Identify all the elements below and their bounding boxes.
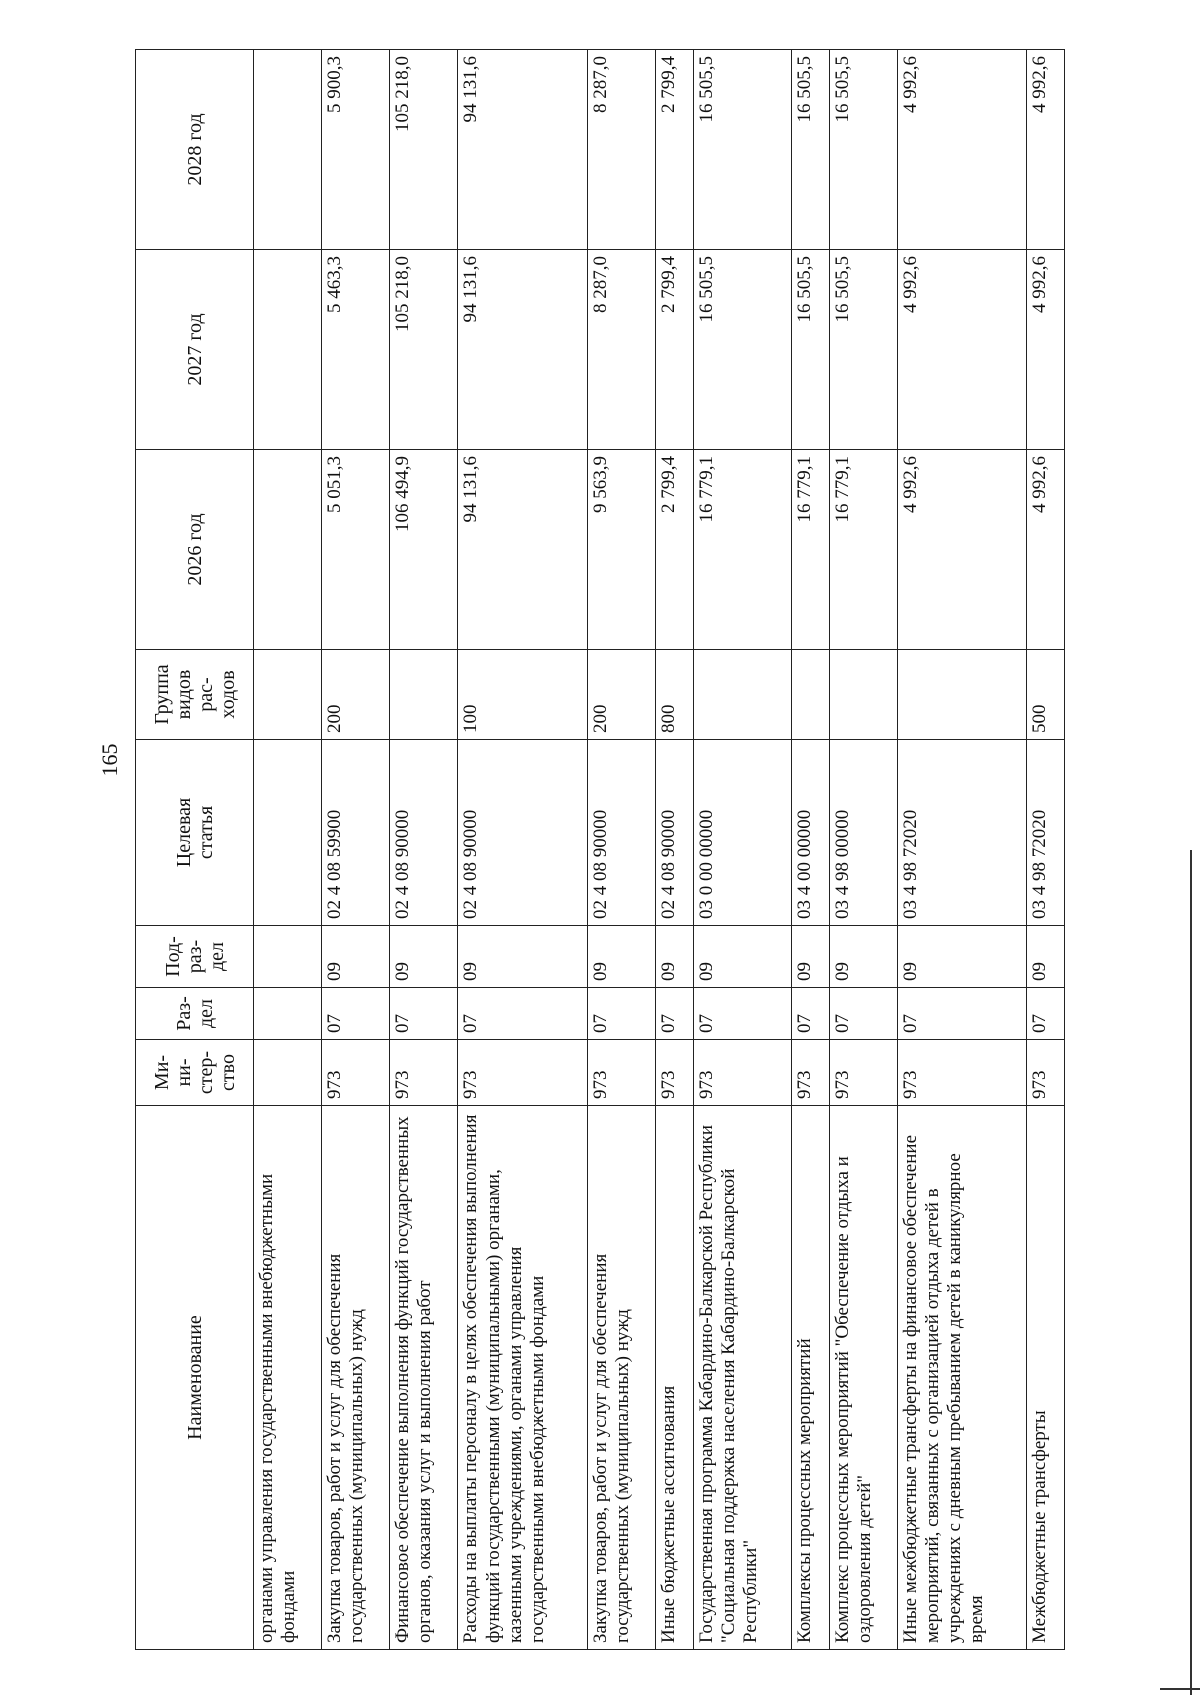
cell-target: 02 4 08 90000 [458, 740, 587, 926]
cell-2026: 16 779,1 [829, 450, 897, 650]
cell-target: 03 4 98 72020 [1027, 740, 1065, 926]
cell-target: 03 4 98 00000 [829, 740, 897, 926]
cell-target: 03 4 98 72020 [898, 740, 1027, 926]
cell-name: органами управления государственными внебюджетными фондами [254, 1106, 322, 1650]
cell-2027: 94 131,6 [458, 250, 587, 450]
cell-section: 07 [693, 988, 792, 1040]
cell-subsection: 09 [656, 926, 694, 988]
cell-section: 07 [322, 988, 390, 1040]
cell-2028: 4 992,6 [1027, 50, 1065, 250]
cell-2026: 94 131,6 [458, 450, 587, 650]
cell-ministry: 973 [390, 1040, 458, 1106]
cell-name: Иные межбюджетные трансферты на финансовое обеспечение мероприятий, связанных с организацией отдыха детей в учреждениях с дневным пребыванием детей в каникулярное время [898, 1106, 1027, 1650]
table-body [254, 50, 1065, 1650]
cell-ministry: 973 [1027, 1040, 1065, 1106]
cell-subsection: 09 [898, 926, 1027, 988]
header-subsection: Под- раз- дел [136, 926, 254, 988]
cell-2026: 106 494,9 [390, 450, 458, 650]
cell-2027: 105 218,0 [390, 250, 458, 450]
cell-group [829, 650, 897, 740]
table-row [898, 50, 1027, 1650]
cell-subsection: 09 [693, 926, 792, 988]
cell-name: Межбюджетные трансферты [1027, 1106, 1065, 1650]
cell-2026: 2 799,4 [656, 450, 694, 650]
scan-edge-line [1190, 850, 1192, 1695]
cell-ministry: 973 [587, 1040, 655, 1106]
cell-name: Комплексы процессных мероприятий [792, 1106, 830, 1650]
cell-subsection: 09 [1027, 926, 1065, 988]
cell-group [693, 650, 792, 740]
header-name: Наименование [136, 1106, 254, 1650]
table-header [136, 50, 254, 1650]
cell-group [792, 650, 830, 740]
cell-2027: 5 463,3 [322, 250, 390, 450]
cell-section: 07 [390, 988, 458, 1040]
cell-2028: 16 505,5 [829, 50, 897, 250]
cell-section: 07 [792, 988, 830, 1040]
cell-ministry: 973 [322, 1040, 390, 1106]
header-2028: 2028 год [136, 50, 254, 250]
cell-2027 [254, 250, 322, 450]
cell-group: 800 [656, 650, 694, 740]
cell-ministry: 973 [693, 1040, 792, 1106]
cell-group [254, 650, 322, 740]
cell-2026: 4 992,6 [898, 450, 1027, 650]
cell-2028: 4 992,6 [898, 50, 1027, 250]
cell-ministry: 973 [458, 1040, 587, 1106]
budget-table-container [135, 50, 1065, 1650]
cell-target: 03 0 00 00000 [693, 740, 792, 926]
cell-group [898, 650, 1027, 740]
cell-2028: 16 505,5 [792, 50, 830, 250]
cell-2026: 16 779,1 [792, 450, 830, 650]
cell-2026: 9 563,9 [587, 450, 655, 650]
table-row [254, 50, 322, 1650]
cell-subsection: 09 [390, 926, 458, 988]
cell-name: Комплекс процессных мероприятий "Обеспечение отдыха и оздоровления детей" [829, 1106, 897, 1650]
cell-2026: 16 779,1 [693, 450, 792, 650]
header-2026: 2026 год [136, 450, 254, 650]
cell-2027: 16 505,5 [792, 250, 830, 450]
cell-target: 02 4 08 90000 [587, 740, 655, 926]
cell-2026 [254, 450, 322, 650]
cell-name: Расходы на выплаты персоналу в целях обеспечения выполнения функций государственными (муниципальными) органами, казенными учреждениями, органами управления государственными внебюджетными фондами [458, 1106, 587, 1650]
table-row [792, 50, 830, 1650]
header-group: Группа видов рас- ходов [136, 650, 254, 740]
header-section: Раз- дел [136, 988, 254, 1040]
table-row [587, 50, 655, 1650]
cell-ministry: 973 [792, 1040, 830, 1106]
cell-name: Закупка товаров, работ и услуг для обеспечения государственных (муниципальных) нужд [587, 1106, 655, 1650]
table-row [693, 50, 792, 1650]
cell-group: 500 [1027, 650, 1065, 740]
cell-name: Финансовое обеспечение выполнения функций государственных органов, оказания услуг и выполнения работ [390, 1106, 458, 1650]
cell-ministry: 973 [656, 1040, 694, 1106]
header-target: Целевая статья [136, 740, 254, 926]
cell-name: Иные бюджетные ассигнования [656, 1106, 694, 1650]
cell-group: 100 [458, 650, 587, 740]
cell-subsection: 09 [792, 926, 830, 988]
cell-2028: 8 287,0 [587, 50, 655, 250]
cell-section: 07 [829, 988, 897, 1040]
cell-target: 03 4 00 00000 [792, 740, 830, 926]
cell-subsection: 09 [829, 926, 897, 988]
cell-ministry: 973 [829, 1040, 897, 1106]
cell-target: 02 4 08 59900 [322, 740, 390, 926]
cell-2028: 94 131,6 [458, 50, 587, 250]
table-row [458, 50, 587, 1650]
scan-edge-line [1160, 1688, 1200, 1690]
cell-target: 02 4 08 90000 [390, 740, 458, 926]
cell-2028: 2 799,4 [656, 50, 694, 250]
cell-subsection: 09 [322, 926, 390, 988]
cell-subsection: 09 [458, 926, 587, 988]
cell-name: Закупка товаров, работ и услуг для обеспечения государственных (муниципальных) нужд [322, 1106, 390, 1650]
cell-2028: 16 505,5 [693, 50, 792, 250]
table-row [829, 50, 897, 1650]
table-row [1027, 50, 1065, 1650]
header-2027: 2027 год [136, 250, 254, 450]
header-row [136, 50, 254, 1650]
cell-section: 07 [656, 988, 694, 1040]
budget-table [135, 49, 1065, 1650]
cell-subsection: 09 [587, 926, 655, 988]
table-row [390, 50, 458, 1650]
cell-section: 07 [458, 988, 587, 1040]
page-number: 165 [97, 743, 122, 777]
cell-2027: 16 505,5 [693, 250, 792, 450]
cell-2027: 4 992,6 [1027, 250, 1065, 450]
cell-section: 07 [898, 988, 1027, 1040]
cell-ministry: 973 [898, 1040, 1027, 1106]
cell-section: 07 [1027, 988, 1065, 1040]
cell-2027: 16 505,5 [829, 250, 897, 450]
cell-2026: 4 992,6 [1027, 450, 1065, 650]
cell-2028: 5 900,3 [322, 50, 390, 250]
cell-ministry [254, 1040, 322, 1106]
cell-group: 200 [322, 650, 390, 740]
table-row [322, 50, 390, 1650]
cell-section: 07 [587, 988, 655, 1040]
cell-2027: 4 992,6 [898, 250, 1027, 450]
cell-2026: 5 051,3 [322, 450, 390, 650]
cell-name: Государственная программа Кабардино-Балкарской Республики "Социальная поддержка населения Кабардино-Балкарской Республики" [693, 1106, 792, 1650]
cell-target: 02 4 08 90000 [656, 740, 694, 926]
cell-2028 [254, 50, 322, 250]
cell-section [254, 988, 322, 1040]
cell-group: 200 [587, 650, 655, 740]
table-row [656, 50, 694, 1650]
cell-target [254, 740, 322, 926]
cell-2027: 8 287,0 [587, 250, 655, 450]
cell-group [390, 650, 458, 740]
cell-2028: 105 218,0 [390, 50, 458, 250]
header-ministry: Ми- ни- стер- ство [136, 1040, 254, 1106]
cell-subsection [254, 926, 322, 988]
cell-2027: 2 799,4 [656, 250, 694, 450]
